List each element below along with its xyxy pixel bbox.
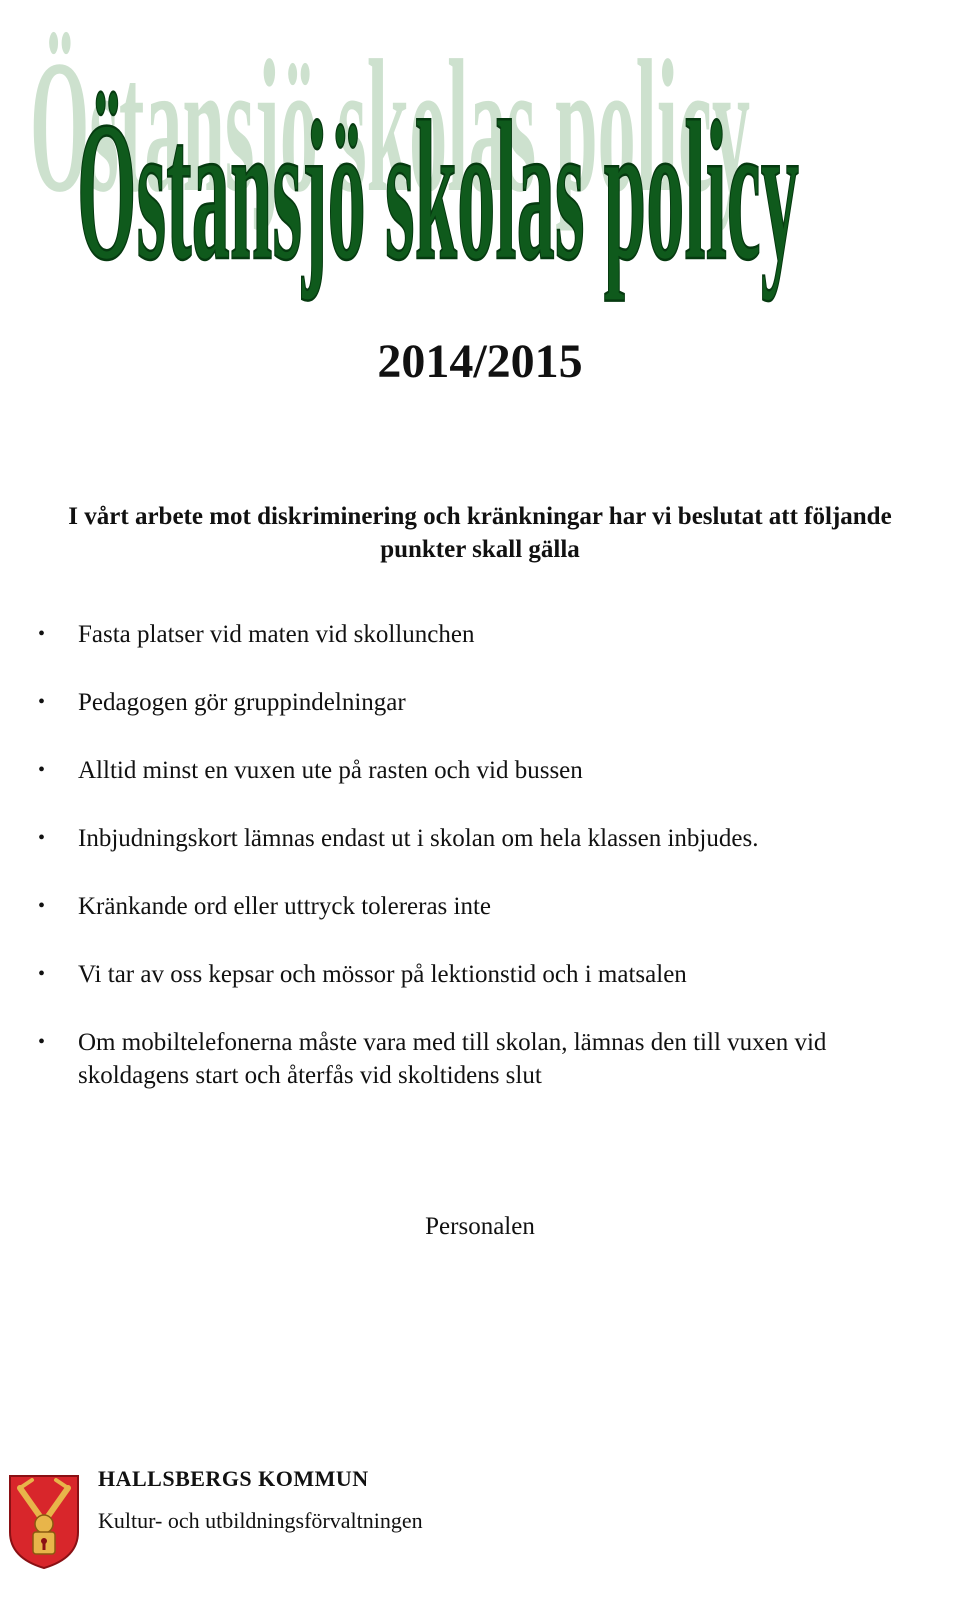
- policy-text: Alltid minst en vuxen ute på rasten och vid bussen: [78, 757, 583, 784]
- list-item: [0, 618, 960, 651]
- bullet-icon: •: [38, 963, 46, 985]
- list-item: [0, 1026, 960, 1092]
- department-name: Kultur- och utbildningsförvaltningen: [98, 1508, 423, 1533]
- list-item: [0, 754, 960, 787]
- list-item: [0, 686, 960, 719]
- school-year: 2014/2015: [377, 335, 583, 388]
- bullet-icon: •: [38, 691, 46, 713]
- policy-text: Fasta platser vid maten vid skollunchen: [78, 621, 475, 648]
- policy-text: Kränkande ord eller uttryck tolereras inte: [78, 893, 492, 920]
- municipal-coat-of-arms-icon: [8, 1474, 80, 1570]
- signature: Personalen: [425, 1213, 535, 1240]
- policy-text: Pedagogen gör gruppindelningar: [78, 689, 406, 716]
- page-title: Östansjö skolas policy: [77, 81, 799, 302]
- bullet-icon: •: [38, 827, 46, 849]
- title-shadow-text: Östansjö skolas policy: [30, 22, 750, 232]
- list-item: [0, 958, 960, 991]
- title-svg: [0, 0, 960, 330]
- footer: [0, 1466, 960, 1596]
- policy-list: [0, 618, 960, 1127]
- policy-text: Om mobiltelefonerna måste vara med till skolan, lämnas den till vuxen vid skoldagens start och återfås vid skoltidens slut: [78, 1029, 827, 1089]
- intro-line-1: I vårt arbete mot diskriminering och kränkningar har vi beslutat att följande: [68, 503, 892, 530]
- list-item: [0, 822, 960, 855]
- bullet-icon: •: [38, 1031, 46, 1053]
- policy-text: Inbjudningskort lämnas endast ut i skolan om hela klassen inbjudes.: [78, 825, 759, 852]
- policy-text: Vi tar av oss kepsar och mössor på lektionstid och i matsalen: [78, 961, 687, 988]
- title-wordart: [0, 0, 960, 330]
- bullet-icon: •: [38, 895, 46, 917]
- intro-paragraph: [0, 500, 960, 566]
- list-item: [0, 890, 960, 923]
- organization-name: HALLSBERGS KOMMUN: [98, 1466, 369, 1491]
- bullet-icon: •: [38, 623, 46, 645]
- bullet-icon: •: [38, 759, 46, 781]
- intro-line-2: punkter skall gälla: [380, 536, 580, 563]
